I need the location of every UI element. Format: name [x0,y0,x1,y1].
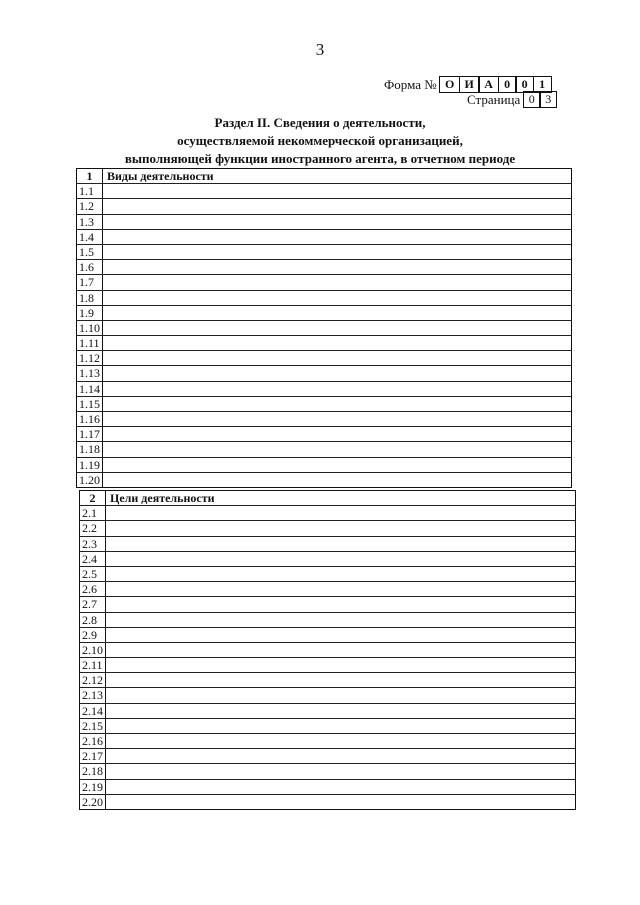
row-number: 2.16 [79,734,106,748]
row-number: 1.11 [76,336,103,350]
row-number: 1.7 [76,275,103,289]
form-code-cell: 0 [515,76,534,93]
row-number: 2.3 [79,537,106,551]
table-row [76,427,572,442]
table-row [76,321,572,336]
table-row [76,199,572,214]
form-number-label: Форма № [384,76,437,92]
table-row [76,473,572,488]
row-entry-field[interactable] [106,780,576,794]
table-row [79,597,576,612]
table-row [79,673,576,688]
page-number: 3 [315,40,325,59]
section-heading: Цели деятельности [106,491,576,505]
row-number: 2.12 [79,673,106,687]
row-number: 2.10 [79,643,106,657]
activities-table [76,168,572,488]
row-entry-field[interactable] [103,427,572,441]
row-number: 1.18 [76,442,103,456]
table-row [76,382,572,397]
table-row [76,215,572,230]
table-row [79,613,576,628]
page-code-cell: 0 [523,91,541,108]
row-number: 2.14 [79,704,106,718]
row-entry-field[interactable] [106,749,576,763]
page-code-label: Страница [467,91,521,107]
row-entry-field[interactable] [106,613,576,627]
row-entry-field[interactable] [103,291,572,305]
row-number: 1.5 [76,245,103,259]
table-row [79,780,576,795]
row-entry-field[interactable] [106,704,576,718]
row-entry-field[interactable] [103,473,572,487]
table-row [76,291,572,306]
row-number: 2.1 [79,506,106,520]
section-title [0,114,640,168]
row-number: 2.20 [79,795,106,809]
row-entry-field[interactable] [106,643,576,657]
table-row [76,245,572,260]
row-number: 2.2 [79,521,106,535]
table-row [79,688,576,703]
table-row [79,795,576,810]
row-entry-field[interactable] [106,673,576,687]
row-entry-field[interactable] [106,795,576,809]
row-number: 2.13 [79,688,106,702]
row-entry-field[interactable] [103,321,572,335]
page-code-cell: 3 [539,91,557,108]
row-number: 1.1 [76,184,103,198]
table-row [76,412,572,427]
row-entry-field[interactable] [106,688,576,702]
section-number: 2 [79,491,106,505]
row-number: 2.9 [79,628,106,642]
form-code-cell: А [478,76,499,93]
row-number: 2.5 [79,567,106,581]
row-entry-field[interactable] [103,306,572,320]
row-number: 1.3 [76,215,103,229]
page-code-cells [524,91,557,108]
table-row [79,582,576,597]
goals-table [79,490,576,810]
table-row [79,628,576,643]
row-number: 2.18 [79,764,106,778]
table-row [79,719,576,734]
row-number: 2.6 [79,582,106,596]
row-number: 1.10 [76,321,103,335]
row-number: 1.12 [76,351,103,365]
table-row [76,184,572,199]
section-number: 1 [76,169,103,183]
table-row [79,537,576,552]
table-row [76,458,572,473]
row-number: 2.7 [79,597,106,611]
title-line-1: Раздел II. Сведения о деятельности, [214,115,426,130]
table-row [79,643,576,658]
table-row [79,506,576,521]
row-entry-field[interactable] [103,397,572,411]
row-entry-field[interactable] [103,336,572,350]
table-row [76,275,572,290]
table-row [76,336,572,351]
section-header-row [79,490,576,506]
row-entry-field[interactable] [106,537,576,551]
row-entry-field[interactable] [106,582,576,596]
row-number: 2.11 [79,658,106,672]
table-row [76,397,572,412]
title-line-2: осуществляемой некоммерческой организацией, [177,133,463,148]
table-row [79,764,576,779]
row-entry-field[interactable] [103,245,572,259]
form-code-cell: И [459,76,480,93]
form-code-cell: 0 [498,76,517,93]
row-number: 1.15 [76,397,103,411]
table-row [79,521,576,536]
row-entry-field[interactable] [103,458,572,472]
table-row [76,230,572,245]
row-number: 1.17 [76,427,103,441]
row-number: 1.20 [76,473,103,487]
section-header-row [76,168,572,184]
row-entry-field[interactable] [103,366,572,380]
row-entry-field[interactable] [103,382,572,396]
row-entry-field[interactable] [103,275,572,289]
table-row [79,749,576,764]
form-code-cell: 1 [533,76,552,93]
row-entry-field[interactable] [103,215,572,229]
row-entry-field[interactable] [106,552,576,566]
table-row [76,306,572,321]
row-entry-field[interactable] [106,521,576,535]
table-row [79,734,576,749]
row-number: 2.4 [79,552,106,566]
page-code-block [467,91,557,108]
table-row [76,442,572,457]
row-entry-field[interactable] [106,658,576,672]
row-number: 2.17 [79,749,106,763]
row-entry-field[interactable] [106,567,576,581]
row-entry-field[interactable] [106,734,576,748]
form-code-cell: О [439,76,460,93]
row-number: 1.9 [76,306,103,320]
table-row [79,658,576,673]
table-row [79,567,576,582]
table-row [76,260,572,275]
row-entry-field[interactable] [103,442,572,456]
row-entry-field[interactable] [103,260,572,274]
table-row [79,552,576,567]
row-number: 1.14 [76,382,103,396]
row-entry-field[interactable] [106,628,576,642]
title-line-3: выполняющей функции иностранного агента, в отчетном периоде [124,151,516,166]
row-number: 2.15 [79,719,106,733]
row-entry-field[interactable] [103,230,572,244]
row-number: 1.4 [76,230,103,244]
table-row [76,366,572,381]
row-entry-field[interactable] [106,506,576,520]
row-entry-field[interactable] [103,351,572,365]
row-number: 1.19 [76,458,103,472]
row-number: 2.8 [79,613,106,627]
row-number: 2.19 [79,780,106,794]
row-number: 1.16 [76,412,103,426]
row-number: 1.13 [76,366,103,380]
row-number: 1.8 [76,291,103,305]
row-entry-field[interactable] [103,184,572,198]
table-row [76,351,572,366]
row-number: 1.2 [76,199,103,213]
row-entry-field[interactable] [106,719,576,733]
row-entry-field[interactable] [103,412,572,426]
row-number: 1.6 [76,260,103,274]
table-row [79,704,576,719]
row-entry-field[interactable] [106,764,576,778]
row-entry-field[interactable] [103,199,572,213]
row-entry-field[interactable] [106,597,576,611]
section-heading: Виды деятельности [103,169,572,183]
